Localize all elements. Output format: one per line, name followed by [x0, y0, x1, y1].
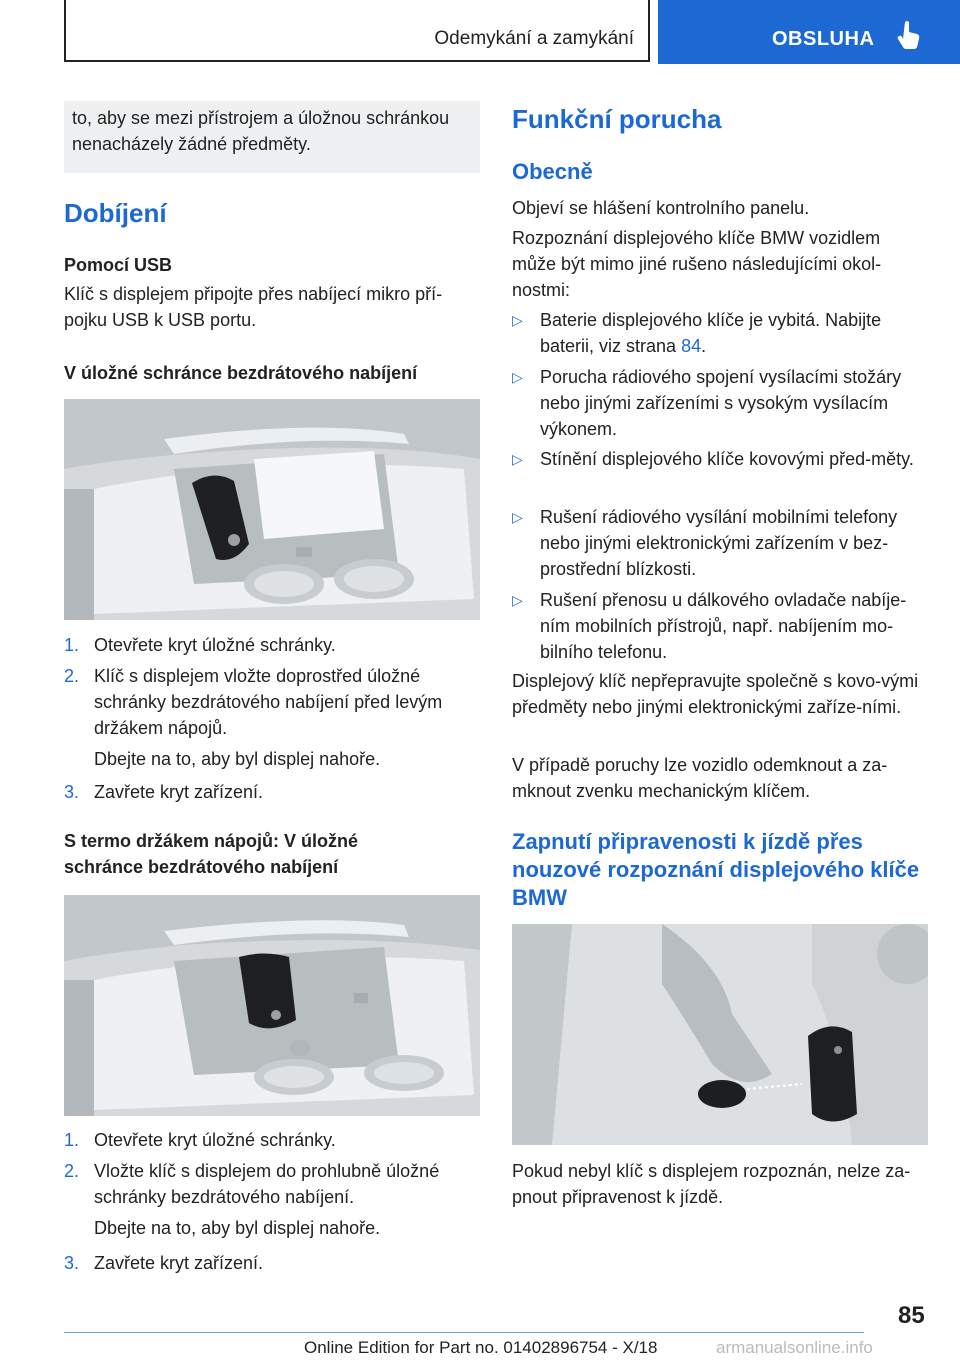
emergency-text: Pokud nebyl klíč s displejem rozpoznán, nelze za-pnout připravenost k jízdě.	[512, 1161, 911, 1207]
footer-rule	[64, 1332, 864, 1333]
fault-text: V případě poruchy lze vozidlo odemknout a za-mknout zvenku mechanickým klíčem.	[512, 755, 888, 801]
general-text-1: Objeví se hlášení kontrolního panelu.	[512, 198, 810, 218]
triangle-bullet-icon: ▷	[512, 509, 523, 525]
emergency-key-photo	[512, 924, 928, 1145]
footer-edition: Online Edition for Part no. 01402896754 - X/18	[304, 1338, 658, 1357]
triangle-bullet-icon: ▷	[512, 312, 523, 328]
thermo-holder-photo	[64, 895, 480, 1116]
usb-heading: Pomocí USB	[64, 255, 173, 275]
triangle-bullet-icon: ▷	[512, 592, 523, 608]
tab-label: OBSLUHA	[772, 28, 875, 50]
intro-note: to, aby se mezi přístrojem a úložnou schránkou nenacházely žádné předměty.	[64, 101, 480, 173]
page-link[interactable]: 84	[681, 336, 702, 356]
malfunction-heading: Funkční porucha	[512, 104, 722, 134]
charging-heading: Dobíjení	[64, 198, 167, 228]
tray-heading: V úložné schránce bezdrátového nabíjení	[64, 363, 418, 383]
header-tab	[658, 0, 960, 64]
page-number: 85	[898, 1302, 925, 1329]
usb-text: Klíč s displejem připojte přes nabíjecí mikro pří-pojku USB k USB portu.	[64, 284, 443, 330]
section-title: Odemykání a zamykání	[434, 28, 634, 49]
thermo-heading: S termo držákem nápojů: V úložné schránce bezdrátového nabíjení	[64, 831, 359, 877]
header-section-box	[64, 0, 650, 62]
general-heading: Obecně	[512, 159, 593, 184]
charging-tray-photo	[64, 399, 480, 620]
triangle-bullet-icon: ▷	[512, 451, 523, 467]
hand-pointer-icon	[896, 20, 922, 50]
general-text-2: Rozpoznání displejového klíče BMW vozidlem může být mimo jiné rušeno následujícími okol-nostmi:	[512, 228, 882, 300]
triangle-bullet-icon: ▷	[512, 369, 523, 385]
transport-text: Displejový klíč nepřepravujte společně s kovo-vými předměty nebo jinými elektronickými zaříze-ními.	[512, 671, 919, 717]
footer-site-watermark: armanualsonline.info	[716, 1338, 873, 1357]
emergency-heading: Zapnutí připravenosti k jízdě přes nouzové rozpoznání displejového klíče BMW	[512, 829, 920, 910]
